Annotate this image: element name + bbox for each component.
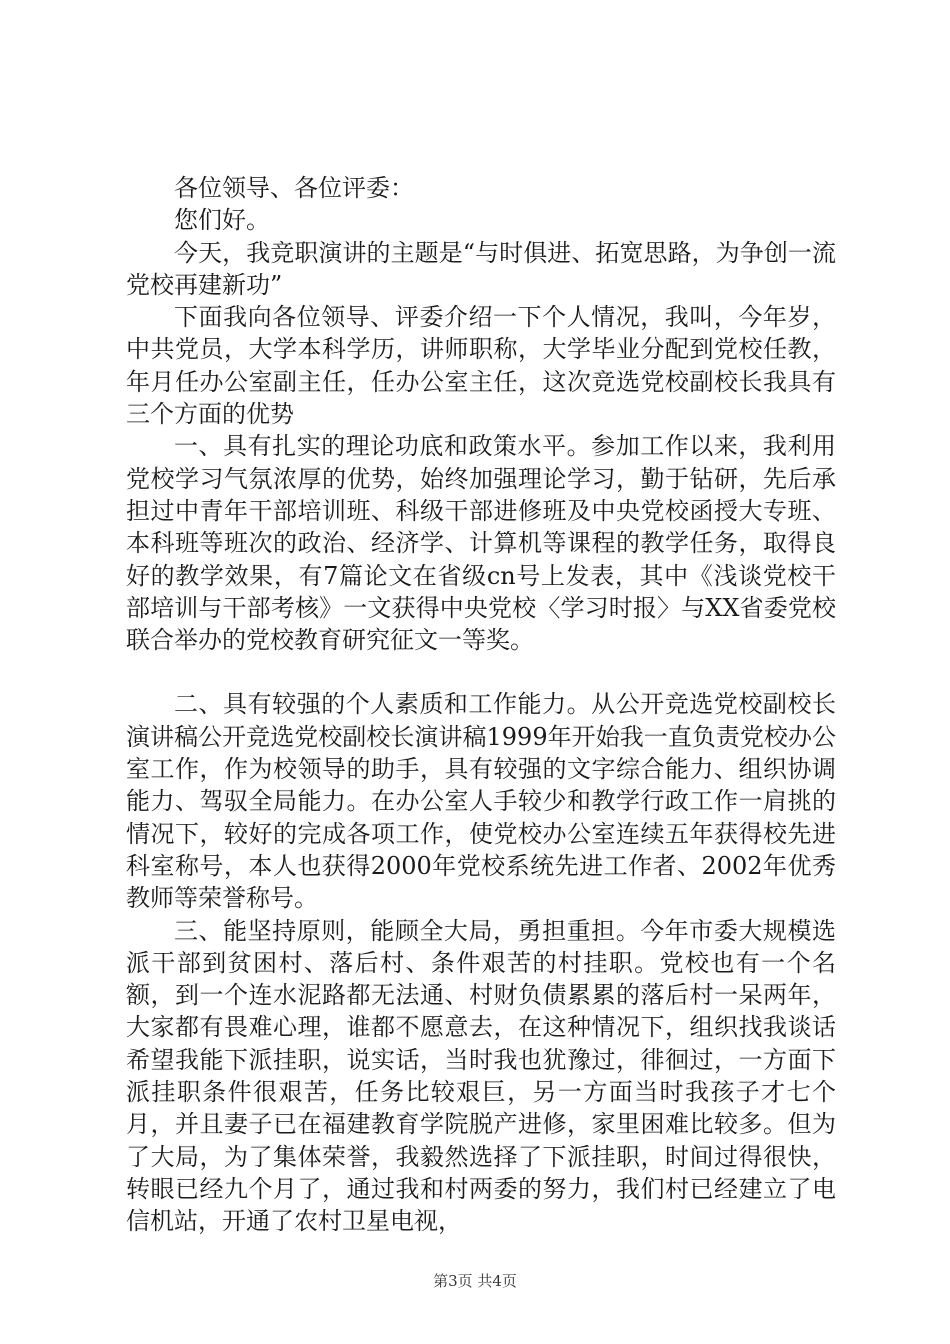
paragraph-theme: 今天，我竞职演讲的主题是“与时俱进、拓宽思路，为争创一流党校再建新功” (126, 238, 836, 299)
greeting: 您们好。 (174, 206, 270, 235)
paragraph-introduction: 下面我向各位领导、评委介绍一下个人情况，我叫，今年岁，中共党员，大学本科学历，讲师职称，大学毕业分配到党校任教，年月任办公室副主任，任办公室主任，这次竞选党校副校长我具有三个方面的优势 (126, 303, 836, 429)
paragraph-advantage-3: 三、能坚持原则，能顾全大局，勇担重担。今年市委大规模选派干部到贫困村、落后村、条件艰苦的村挂职。党校也有一个名额，到一个连水泥路都无法通、村财负债累累的落后村一呆两年，大家都有畏难心理，谁都不愿意去，在这种情况下，组织找我谈话希望我能下派挂职，说实话，当时我也犹豫过，徘徊过，一方面下派挂职条件很艰苦，任务比较艰巨，另一方面当时我孩子才七个月，并且妻子已在福建教育学院脱产进修，家里困难比较多。但为了大局，为了集体荣誉，我毅然选择了下派挂职，时间过得很快，转眼已经九个月了，通过我和村两委的努力，我们村已经建立了电信机站，开通了农村卫星电视， (126, 916, 836, 1236)
page-number-footer: 第3页 共4页 (433, 1272, 517, 1290)
paragraph-advantage-2: 二、具有较强的个人素质和工作能力。从公开竞选党校副校长演讲稿公开竞选党校副校长演讲稿1999年开始我一直负责党校办公室工作，作为校领导的助手，具有较强的文字综合能力、组织协调能力、驾驭全局能力。在办公室人手较少和教学行政工作一肩挑的情况下，较好的完成各项工作，使党校办公室连续五年获得校先进科室称号，本人也获得2000年党校系统先进工作者、2002年优秀教师等荣誉称号。 (126, 690, 836, 913)
paragraph-advantage-1: 一、具有扎实的理论功底和政策水平。参加工作以来，我利用党校学习气氛浓厚的优势，始终加强理论学习，勤于钻研，先后承担过中青年干部培训班、科级干部进修班及中央党校函授大专班、本科班等班次的政治、经济学、计算机等课程的教学任务，取得良好的教学效果，有7篇论文在省级cn号上发表，其中《浅谈党校干部培训与干部考核》一文获得中央党校〈学习时报〉与XX省委党校联合举办的党校教育研究征文一等奖。 (126, 432, 836, 655)
document-body (126, 172, 836, 1238)
salutation: 各位领导、各位评委： (174, 174, 414, 202)
